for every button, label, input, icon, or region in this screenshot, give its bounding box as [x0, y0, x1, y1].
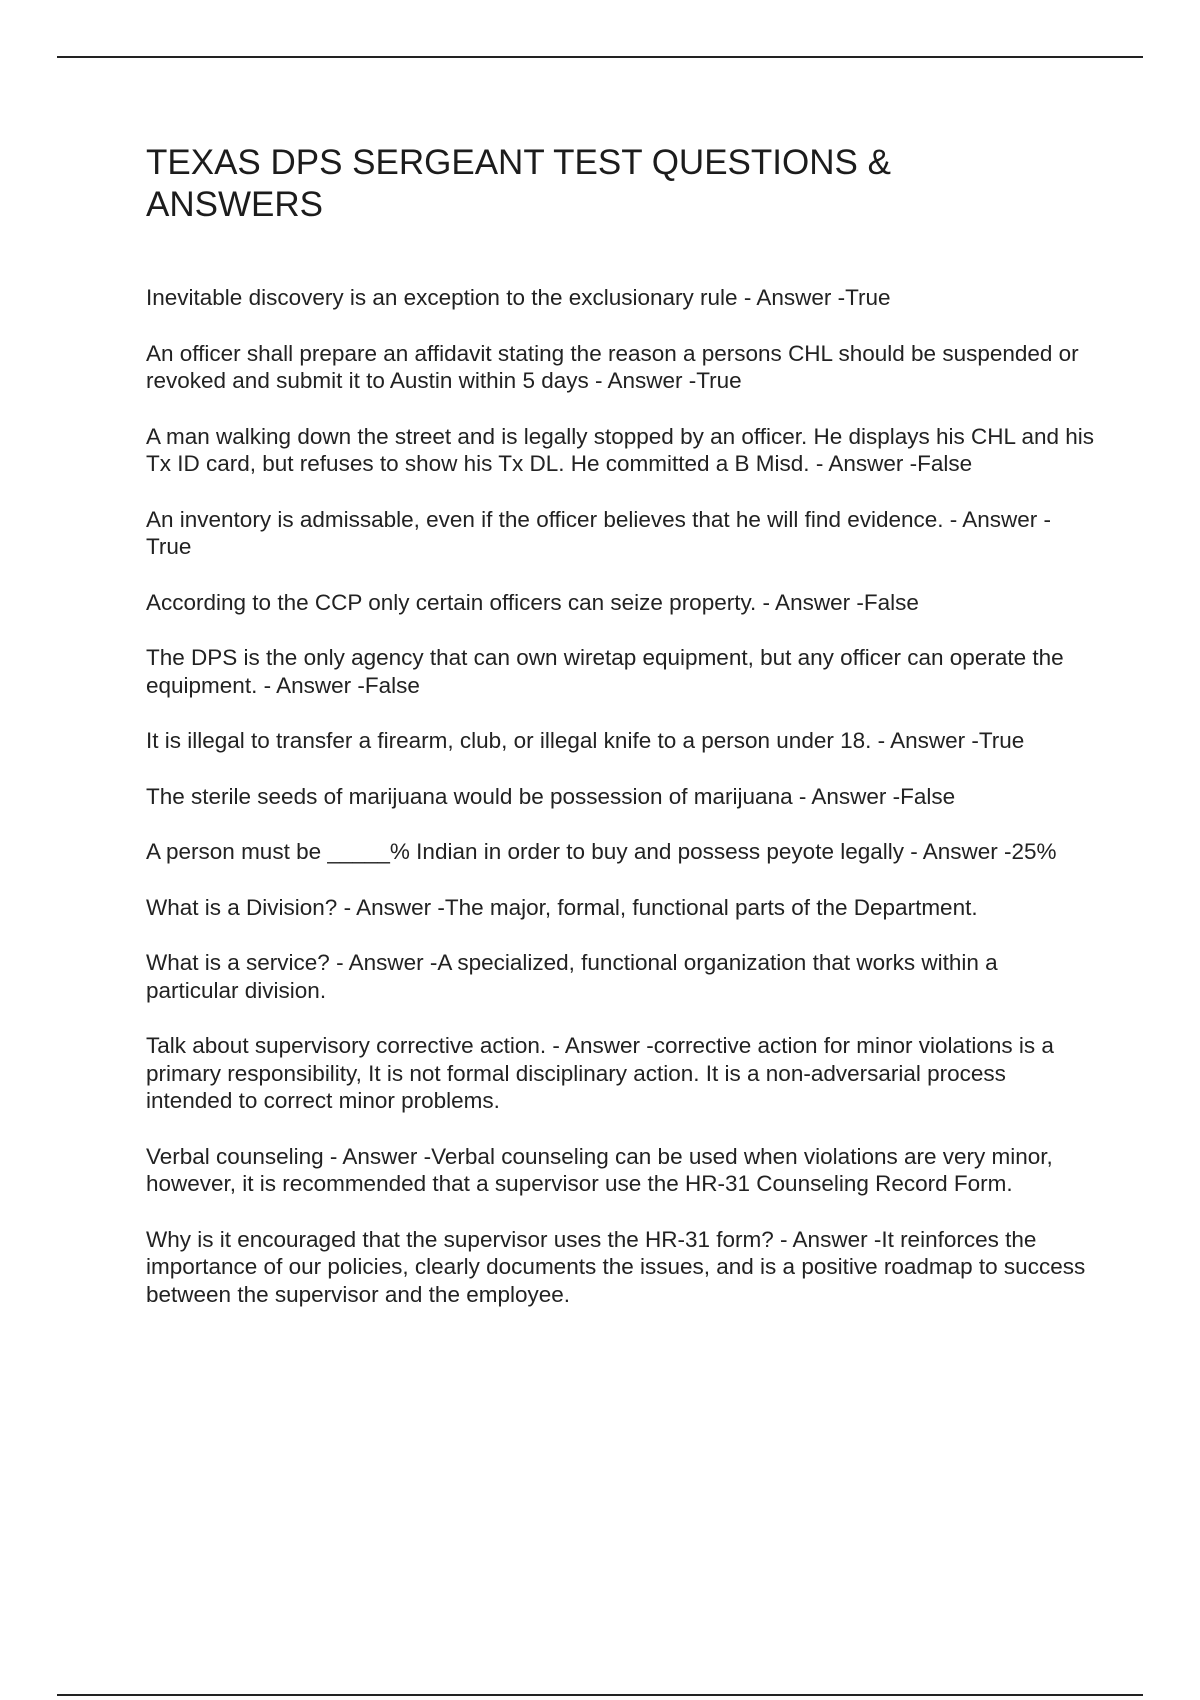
qa-item: An officer shall prepare an affidavit stating the reason a persons CHL should be suspended or revoked and submit it to Austin within 5 days - Answer -True: [146, 340, 1079, 393]
bottom-rule: [57, 1694, 1143, 1696]
qa-item: The sterile seeds of marijuana would be possession of marijuana - Answer -False: [146, 783, 956, 809]
qa-item: Inevitable discovery is an exception to the exclusionary rule - Answer -True: [146, 285, 891, 310]
qa-item: Verbal counseling - Answer -Verbal counseling can be used when violations are very minor, however, it is recommended that a supervisor use the HR-31 Counseling Record Form.: [146, 1143, 1053, 1196]
qa-item: According to the CCP only certain officers can seize property. - Answer -False: [146, 589, 919, 615]
page-title: TEXAS DPS SERGEANT TEST QUESTIONS & ANSWERS: [146, 143, 891, 224]
qa-item: What is a Division? - Answer -The major, formal, functional parts of the Department.: [146, 894, 978, 920]
qa-item: A person must be _____% Indian in order to buy and possess peyote legally - Answer -25%: [146, 839, 1057, 864]
qa-item: The DPS is the only agency that can own wiretap equipment, but any officer can operate the equipment. - Answer -False: [146, 645, 1064, 698]
qa-item: What is a service? - Answer -A specialized, functional organization that works within a particular division.: [146, 950, 998, 1003]
top-rule: [57, 56, 1143, 58]
page-content: [146, 142, 1096, 1336]
qa-item: It is illegal to transfer a firearm, club, or illegal knife to a person under 18. - Answer -True: [146, 728, 1025, 753]
qa-item: An inventory is admissable, even if the officer believes that he will find evidence. - Answer -True: [146, 506, 1052, 559]
qa-item: Talk about supervisory corrective action. - Answer -corrective action for minor violations is a primary responsibility, It is not formal disciplinary action. It is a non-adversarial process intended to correct minor problems.: [146, 1033, 1054, 1113]
qa-item: A man walking down the street and is legally stopped by an officer. He displays his CHL and his Tx ID card, but refuses to show his Tx DL. He committed a B Misd. - Answer -False: [146, 423, 1095, 476]
qa-item: Why is it encouraged that the supervisor uses the HR-31 form? - Answer -It reinforces the importance of our policies, clearly documents the issues, and is a positive roadmap to success between the supervisor and the employee.: [146, 1226, 1086, 1307]
